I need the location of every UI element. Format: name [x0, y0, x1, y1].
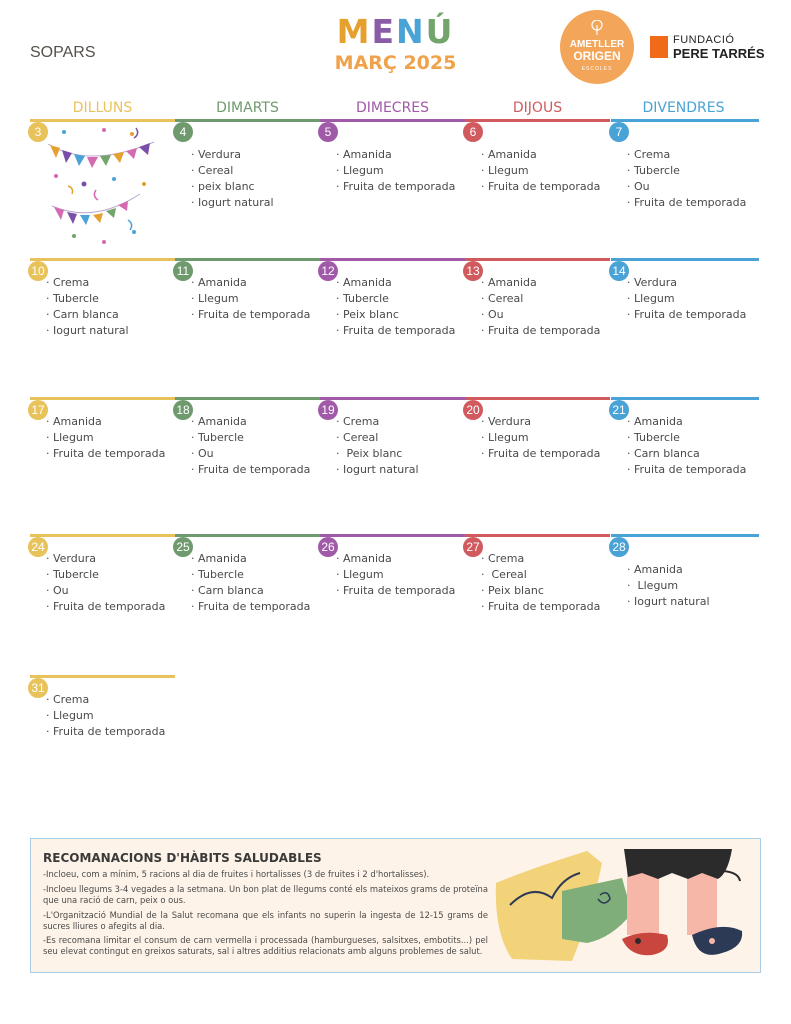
menu-item: · Fruita de temporada	[46, 725, 166, 738]
menu-item: · Amanida	[481, 148, 537, 161]
menu-item: · Tubercle	[191, 431, 244, 444]
menu-item: · Amanida	[336, 552, 392, 565]
day-divider	[175, 258, 320, 261]
day-number: 4	[173, 122, 193, 142]
recommendation-text: -L'Organització Mundial de la Salut recomana que els infants no superin la ingesta de 12-15 grams de sucres lliures o afegits al dia.	[43, 910, 488, 931]
legs-illustration	[492, 843, 752, 969]
menu-item: · Fruita de temporada	[627, 308, 747, 321]
day-number: 27	[463, 537, 483, 557]
menu-item: · Fruita de temporada	[481, 447, 601, 460]
menu-item: · Fruita de temporada	[191, 600, 311, 613]
menu-item: · Llegum	[627, 579, 679, 592]
logo-line-3: ESCOLES	[581, 66, 613, 72]
menu-letter: E	[371, 12, 396, 51]
menu-item: · Fruita de temporada	[336, 324, 456, 337]
day-menu-list	[627, 414, 746, 478]
menu-item: · Carn blanca	[46, 308, 119, 321]
day-divider	[611, 258, 759, 261]
day-number: 13	[463, 261, 483, 281]
garland-confetti-illustration	[44, 124, 164, 250]
tree-icon	[590, 20, 604, 36]
menu-item: · Ou	[191, 447, 214, 460]
fundacio-logo-line-1: FUNDACIÓ	[673, 34, 735, 46]
menu-item: · Fruita de temporada	[481, 324, 601, 337]
menu-item: · Tubercle	[627, 164, 680, 177]
menu-item: · Amanida	[191, 552, 247, 565]
menu-item: · Amanida	[191, 276, 247, 289]
logo-line-1: AMETLLER	[569, 39, 625, 50]
day-number: 21	[609, 400, 629, 420]
day-menu-list	[336, 275, 455, 339]
day-menu-list	[627, 562, 710, 610]
day-menu-list	[46, 692, 165, 740]
day-divider	[320, 258, 465, 261]
ametller-origen-logo	[560, 10, 634, 84]
menu-item: · Cereal	[481, 292, 524, 305]
menu-item: · Llegum	[191, 292, 239, 305]
menu-item: · Cereal	[481, 568, 527, 581]
day-menu-list	[481, 275, 600, 339]
menu-item: · Tubercle	[191, 568, 244, 581]
fundacio-logo-line-2: PERE TARRÉS	[673, 46, 765, 61]
weekday-label: DILLUNS	[72, 100, 133, 116]
day-divider	[175, 397, 320, 400]
day-number: 10	[28, 261, 48, 281]
menu-item: · Llegum	[627, 292, 675, 305]
day-divider	[465, 119, 610, 122]
menu-item: · peix blanc	[191, 180, 255, 193]
menu-item: · Iogurt natural	[46, 324, 129, 337]
day-number: 11	[173, 261, 193, 281]
menu-item: · Amanida	[627, 563, 683, 576]
day-number: 3	[28, 122, 48, 142]
menu-item: · Tubercle	[336, 292, 389, 305]
menu-item: · Crema	[481, 552, 525, 565]
day-divider	[30, 675, 175, 678]
day-divider	[465, 258, 610, 261]
menu-item: · Carn blanca	[627, 447, 700, 460]
menu-item: · Verdura	[46, 552, 96, 565]
day-menu-list	[627, 275, 746, 323]
menu-item: · Iogurt natural	[627, 595, 710, 608]
menu-item: · Tubercle	[46, 292, 99, 305]
menu-item: · Amanida	[336, 148, 392, 161]
menu-item: · Crema	[46, 693, 90, 706]
menu-item: · Ou	[46, 584, 69, 597]
menu-item: · Iogurt natural	[191, 196, 274, 209]
day-divider	[30, 119, 175, 122]
menu-item: · Verdura	[191, 148, 241, 161]
day-divider	[465, 534, 610, 537]
weekday-label: DIVENDRES	[642, 100, 725, 116]
menu-item: · Peix blanc	[336, 308, 399, 321]
menu-item: · Crema	[336, 415, 380, 428]
menu-item: · Tubercle	[627, 431, 680, 444]
day-menu-list	[481, 414, 600, 462]
menu-item: · Amanida	[481, 276, 537, 289]
recommendation-text: -Incloeu llegums 3-4 vegades a la setmana. Un bon plat de llegums conté els mateixos grams de proteïna que una ració de carn, peix o ous.	[43, 884, 488, 905]
day-menu-list	[627, 147, 746, 211]
menu-item: · Amanida	[336, 276, 392, 289]
menu-item: · Iogurt natural	[336, 463, 419, 476]
menu-item: · Ou	[627, 180, 650, 193]
day-number: 17	[28, 400, 48, 420]
menu-item: · Fruita de temporada	[191, 463, 311, 476]
recommendation-text: -Incloeu, com a mínim, 5 racions al dia de fruites i hortalisses (3 de fruites i 2 d'hortalisses).	[43, 869, 430, 879]
recommendations-title: RECOMANACIONS D'HÀBITS SALUDABLES	[43, 851, 322, 865]
day-menu-list	[191, 275, 310, 323]
fundacio-logo-square	[650, 36, 668, 58]
menu-item: · Fruita de temporada	[627, 463, 747, 476]
day-number: 7	[609, 122, 629, 142]
menu-item: · Tubercle	[46, 568, 99, 581]
day-divider	[175, 534, 320, 537]
menu-letter: Ú	[425, 12, 455, 51]
day-menu-list	[191, 147, 274, 211]
day-number: 31	[28, 678, 48, 698]
menu-item: · Fruita de temporada	[46, 447, 166, 460]
day-menu-list	[191, 414, 310, 478]
weekday-label: DIJOUS	[512, 100, 563, 116]
menu-item: · Amanida	[627, 415, 683, 428]
menu-item: · Peix blanc	[336, 447, 403, 460]
day-divider	[30, 534, 175, 537]
day-number: 14	[609, 261, 629, 281]
menu-item: · Crema	[627, 148, 671, 161]
recommendation-text: -Es recomana limitar el consum de carn vermella i processada (hamburgueses, salsitxes, embotits...) pel seu elevat contingut en greixos saturats, sal i altres additius relacionats amb alguns problemes de salut.	[43, 935, 488, 956]
weekday-label: DIMECRES	[355, 100, 430, 116]
menu-item: · Fruita de temporada	[191, 308, 311, 321]
menu-item: · Fruita de temporada	[627, 196, 747, 209]
menu-item: · Fruita de temporada	[481, 600, 601, 613]
day-menu-list	[46, 414, 165, 462]
menu-item: · Llegum	[46, 431, 94, 444]
day-menu-list	[336, 551, 455, 599]
day-menu-list	[46, 275, 129, 339]
section-label: SOPARS	[30, 44, 96, 61]
day-divider	[30, 258, 175, 261]
menu-item: · Verdura	[627, 276, 677, 289]
day-number: 19	[318, 400, 338, 420]
day-number: 28	[609, 537, 629, 557]
day-number: 26	[318, 537, 338, 557]
day-menu-list	[336, 414, 419, 478]
day-number: 12	[318, 261, 338, 281]
menu-letter: N	[395, 12, 426, 51]
menu-item: · Llegum	[481, 164, 529, 177]
day-menu-list	[46, 551, 165, 615]
day-divider	[465, 397, 610, 400]
day-number: 25	[173, 537, 193, 557]
menu-item: · Cereal	[336, 431, 379, 444]
menu-item: · Carn blanca	[191, 584, 264, 597]
menu-item: · Llegum	[481, 431, 529, 444]
menu-item: · Peix blanc	[481, 584, 544, 597]
menu-item: · Llegum	[46, 709, 94, 722]
day-divider	[320, 534, 465, 537]
day-divider	[320, 119, 465, 122]
day-menu-list	[481, 147, 600, 195]
weekday-label: DIMARTS	[216, 100, 279, 116]
day-divider	[611, 397, 759, 400]
day-number: 5	[318, 122, 338, 142]
day-menu-list	[336, 147, 455, 195]
day-number: 6	[463, 122, 483, 142]
menu-item: · Verdura	[481, 415, 531, 428]
menu-item: · Llegum	[336, 164, 384, 177]
menu-item: · Ou	[481, 308, 504, 321]
menu-letter: M	[336, 12, 372, 51]
day-menu-list	[481, 551, 600, 615]
menu-item: · Fruita de temporada	[481, 180, 601, 193]
menu-item: · Fruita de temporada	[46, 600, 166, 613]
menu-item: · Llegum	[336, 568, 384, 581]
day-divider	[611, 534, 759, 537]
day-number: 18	[173, 400, 193, 420]
day-divider	[30, 397, 175, 400]
menu-item: · Crema	[46, 276, 90, 289]
menu-subtitle: MARÇ 2025	[334, 52, 457, 74]
day-number: 24	[28, 537, 48, 557]
menu-item: · Amanida	[191, 415, 247, 428]
logo-line-2: ORIGEN	[573, 49, 621, 63]
menu-item: · Fruita de temporada	[336, 584, 456, 597]
day-number: 20	[463, 400, 483, 420]
day-menu-list	[191, 551, 310, 615]
menu-item: · Amanida	[46, 415, 102, 428]
day-divider	[320, 397, 465, 400]
menu-item: · Cereal	[191, 164, 234, 177]
menu-item: · Fruita de temporada	[336, 180, 456, 193]
day-divider	[611, 119, 759, 122]
day-divider	[175, 119, 320, 122]
